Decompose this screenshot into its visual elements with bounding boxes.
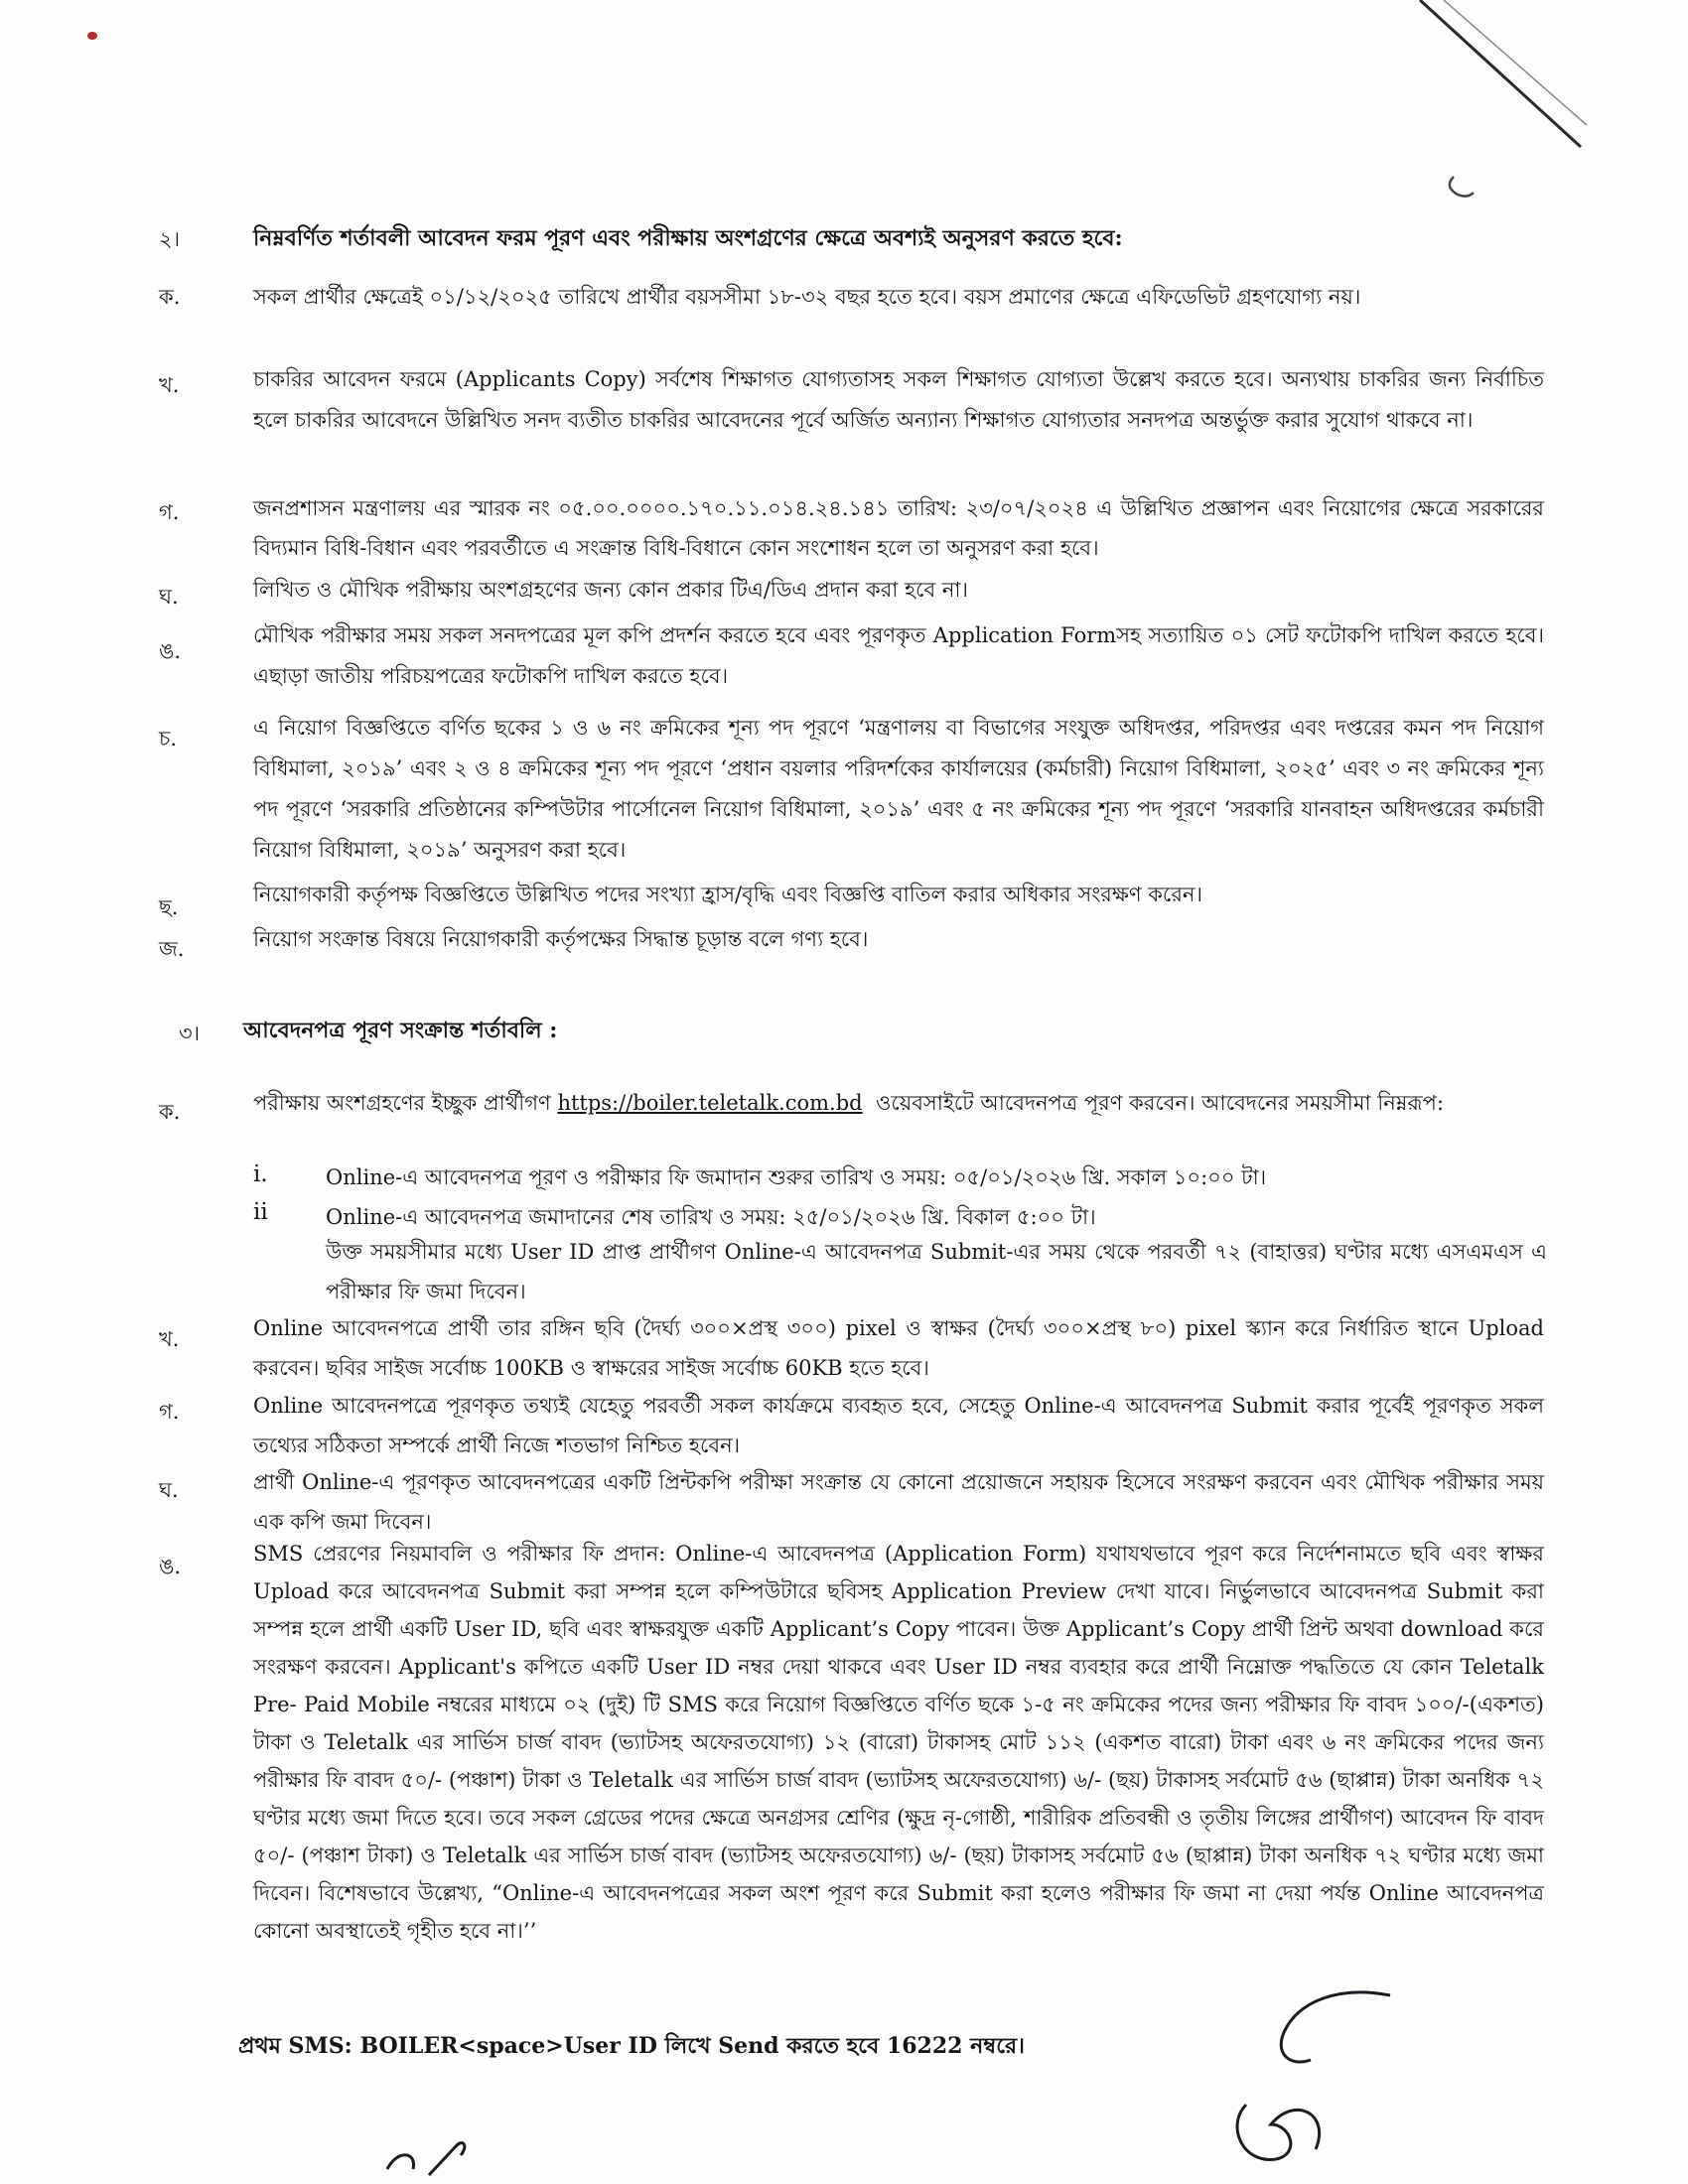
item-3-ka-marker: ক.: [159, 1100, 181, 1124]
item-3-uma-marker: ঙ.: [159, 1555, 182, 1578]
item-2-gha-text: লিখিত ও মৌখিক পরীক্ষায় অংশগ্রহণের জন্য কোন প্রকার টিএ/ডিএ প্রদান করা হবে না।: [253, 578, 968, 602]
section-2-heading: নিম্নবর্ণিত শর্তাবলী আবেদন ফরম পূরণ এবং পরীক্ষায় অংশগ্রণের ক্ষেত্রে অবশ্যই অনুসরণ করতে হবে:: [253, 225, 1123, 251]
section-3-heading: আবেদনপত্র পূরণ সংক্রান্ত শর্তাবলি :: [243, 1018, 558, 1043]
item-3-gha-marker: ঘ.: [159, 1478, 179, 1502]
item-3-kha-marker: খ.: [159, 1327, 180, 1351]
item-2-kha-marker: খ.: [159, 373, 180, 397]
item-3-uma-text: SMS প্রেরণের নিয়মাবলি ও পরীক্ষার ফি প্রদান: Online-এ আবেদনপত্র (Application Form) যথাযথভাবে পূরণ করে নির্দেশনামতে ছবি এবং স্বাক্ষর Upload করে আবেদনপত্র Submit করা সম্পন্ন হলে কম্পিউটারে ছবিসহ Application Preview দেখা যাবে। নির্ভুলভাবে আবেদনপত্র Submit করা সম্পন্ন হলে প্রার্থী একটি User ID, ছবি এবং স্বাক্ষরযুক্ত একটি Applicant’s Copy পাবেন। উক্ত Applicant’s Copy প্রার্থী প্রিন্ট অথবা download করে সংরক্ষণ করবেন। Applicant's কপিতে একটি User ID নম্বর দেয়া থাকবে এবং User ID নম্বর ব্যবহার করে প্রার্থী নিম্নোক্ত পদ্ধতিতে যে কোন Teletalk Pre- Paid Mobile নম্বরের মাধ্যমে ০২ (দুই) টি SMS করে নিয়োগ বিজ্ঞপ্তিতে বর্ণিত ছকে ১-৫ নং ক্রমিকের পদের জন্য পরীক্ষার ফি বাবদ ১০০/-(একশত) টাকা ও Teletalk এর সার্ভিস চার্জ বাবদ (ভ্যাটসহ অফেরতযোগ্য) ১২ (বারো) টাকাসহ মোট ১১২ (একশত বারো) টাকা এবং ৬ নং ক্রমিকের পদের জন্য পরীক্ষার ফি বাবদ ৫০/- (পঞ্চাশ) টাকা ও Teletalk এর সার্ভিস চার্জ বাবদ (ভ্যাটসহ অফেরতযোগ্য) ৬/- (ছয়) টাকাসহ সর্বমোট ৫৬ (ছাপ্পান্ন) টাকা অনধিক ৭২ ঘণ্টার মধ্যে জমা দিতে হবে। তবে সকল গ্রেডের পদের ক্ষেত্রে অনগ্রসর শ্রেণির (ক্ষুদ্র নৃ-গোষ্ঠী, শারীরিক প্রতিবন্ধী ও তৃতীয় লিঙ্গের প্রার্থীগণ) আবেদন ফি বাবদ ৫০/- (পঞ্চাশ টাকা) ও Teletalk এর সার্ভিস চার্জ বাবদ (ভ্যাটসহ অফেরতযোগ্য) ৬/- (ছয়) টাকাসহ সর্বমোট ৫৬ (ছাপ্পান্ন) টাকা অনধিক ৭২ ঘণ্টার মধ্যে জমা দিবেন। বিশেষভাবে উল্লেখ্য, “Online-এ আবেদনপত্রের সকল অংশ পূরণ করে Submit করা হলেও পরীক্ষার ফি জমা না দেয়া পর্যন্ত Online আবেদনপত্র কোনো অবস্থাতেই গৃহীত হবে না।’’: [253, 1542, 1544, 1943]
section-2-number: ২।: [159, 227, 181, 251]
item-2-chha-text: নিয়োগকারী কর্তৃপক্ষ বিজ্ঞপ্তিতে উল্লিখিত পদের সংখ্যা হ্রাস/বৃদ্ধি এবং বিজ্ঞপ্তি বাতিল করার অধিকার সংরক্ষণ করেন।: [253, 883, 1202, 906]
item-3-kha-text: Online আবেদনপত্রে প্রার্থী তার রঙ্গিন ছবি (দৈর্ঘ্য ৩০০×প্রস্থ ৩০০) pixel ও স্বাক্ষর (দৈর্ঘ্য ৩০০×প্রস্থ ৮০) pixel স্ক্যান করে নির্ধারিত স্থানে Upload করবেন। ছবির সাইজ সর্বোচ্চ 100KB ও স্বাক্ষরের সাইজ সর্বোচ্চ 60KB হতে হবে।: [253, 1316, 1544, 1380]
item-2-cha-marker: চ.: [159, 727, 178, 751]
signature-initial-bottom: [377, 2139, 536, 2184]
subitem-ii-marker: ii: [253, 1199, 268, 1225]
signature-initial-right: [1221, 1976, 1638, 2184]
item-2-uma-text: মৌখিক পরীক্ষার সময় সকল সনদপত্রের মূল কপি প্রদর্শন করতে হবে এবং পূরণকৃত Application Formসহ সত্যায়িত ০১ সেট ফটোকপি দাখিল করতে হবে। এছাড়া জাতীয় পরিচয়পত্রের ফটোকপি দাখিল করতে হবে।: [253, 623, 1544, 688]
item-2-ka-text: সকল প্রার্থীর ক্ষেত্রেই ০১/১২/২০২৫ তারিখে প্রার্থীর বয়সসীমা ১৮-৩২ বছর হতে হবে। বয়স প্রমাণের ক্ষেত্রে এফিডেভিট গ্রহণযোগ্য নয়।: [253, 285, 1361, 309]
item-3-ga-marker: গ.: [159, 1400, 180, 1424]
item-2-kha-text: চাকরির আবেদন ফরমে (Applicants Copy) সর্বশেষ শিক্ষাগত যোগ্যতাসহ সকল শিক্ষাগত যোগ্যতা উল্লেখ করতে হবে। অন্যথায় চাকরির জন্য নির্বাচিত হলে চাকরির আবেদনে উল্লিখিত সনদ ব্যতীত চাকরির আবেদনের পূর্বে অর্জিত অন্যান্য শিক্ষাগত যোগ্যতার সনদপত্র অন্তর্ভুক্ত করার সুযোগ থাকবে না।: [253, 367, 1544, 432]
scan-corner-fold: [0, 0, 1688, 258]
item-2-ja-text: নিয়োগ সংক্রান্ত বিষয়ে নিয়োগকারী কর্তৃপক্ষের সিদ্ধান্ত চূড়ান্ত বলে গণ্য হবে।: [253, 927, 869, 951]
red-ink-dot: [87, 32, 97, 40]
application-website-link[interactable]: https://boiler.teletalk.com.bd: [557, 1091, 863, 1115]
item-2-ja-marker: জ.: [159, 937, 185, 961]
item-3-ga-text: Online আবেদনপত্রে পূরণকৃত তথ্যই যেহেতু পরবর্তী সকল কার্যক্রমে ব্যবহৃত হবে, সেহেতু Online-এ আবেদনপত্র Submit করার পূর্বেই পূরণকৃত সকল তথ্যের সঠিকতা সম্পর্কে প্রার্থী নিজে শতভাগ নিশ্চিত হবেন।: [253, 1394, 1544, 1457]
item-2-cha-text: এ নিয়োগ বিজ্ঞপ্তিতে বর্ণিত ছকের ১ ও ৬ নং ক্রমিকের শূন্য পদ পূরণে ‘মন্ত্রণালয় বা বিভাগের সংযুক্ত অধিদপ্তর, পরিদপ্তর এবং দপ্তরের কমন পদ নিয়োগ বিধিমালা, ২০১৯’ এবং ২ ও ৪ ক্রমিকের শূন্য পদ পূরণে ‘প্রধান বয়লার পরিদর্শকের কার্যালয়ের (কর্মচারী) নিয়োগ বিধিমালা, ২০২৫’ এবং ৩ নং ক্রমিকের শূন্য পদ পূরণে ‘সরকারি প্রতিষ্ঠানের কম্পিউটার পার্সোনেল নিয়োগ বিধিমালা, ২০১৯’ এবং ৫ নং ক্রমিকের শূন্য পদ পূরণে ‘সরকারি যানবাহন অধিদপ্তরের কর্মচারী নিয়োগ বিধিমালা, ২০১৯’ অনুসরণ করা হবে।: [253, 716, 1544, 862]
item-3-ka-text: [253, 1083, 1544, 1124]
item-2-ga-marker: গ.: [159, 500, 180, 524]
submission-window-note: উক্ত সময়সীমার মধ্যে User ID প্রাপ্ত প্রার্থীগণ Online-এ আবেদনপত্র Submit-এর সময় থেকে পরবর্তী ৭২ (বাহাত্তর) ঘণ্টার মধ্যে এসএমএস এ পরীক্ষার ফি জমা দিবেন।: [326, 1240, 1547, 1303]
item-2-chha-marker: ছ.: [159, 895, 179, 919]
subitem-i-text: Online-এ আবেদনপত্র পূরণ ও পরীক্ষার ফি জমাদান শুরুর তারিখ ও সময়: ০৫/০১/২০২৬ খ্রি. সকাল ১০:০০ টা।: [326, 1165, 1267, 1189]
item-2-gha-marker: ঘ.: [159, 585, 179, 609]
subitem-ii-text: Online-এ আবেদনপত্র জমাদানের শেষ তারিখ ও সময়: ২৫/০১/২০২৬ খ্রি. বিকাল ৫:০০ টা।: [326, 1205, 1096, 1229]
section-3-number: ৩।: [179, 1022, 201, 1045]
item-2-uma-marker: ঙ.: [159, 639, 182, 663]
item-3-ka-continuation: ওয়েবসাইটে আবেদনপত্র পূরণ করবেন। আবেদনের সময়সীমা নিম্নরূপ:: [875, 1091, 1445, 1115]
item-3-gha-text: প্রার্থী Online-এ পূরণকৃত আবেদনপত্রের একটি প্রিন্টকপি পরীক্ষা সংক্রান্ত যে কোনো প্রয়োজনে সহায়ক হিসেবে সংরক্ষণ করবেন এবং মৌখিক পরীক্ষার সময় এক কপি জমা দিবেন।: [253, 1470, 1544, 1534]
first-sms-instruction: প্রথম SMS: BOILER<space>User ID লিখে Send করতে হবে 16222 নম্বরে।: [238, 2033, 1026, 2059]
item-2-ka-marker: ক.: [159, 285, 181, 309]
item-2-ga-text: জনপ্রশাসন মন্ত্রণালয় এর স্মারক নং ০৫.০০.০০০০.১৭০.১১.০১৪.২৪.১৪১ তারিখ: ২৩/০৭/২০২৪ এ উল্লিখিত প্রজ্ঞাপন এবং নিয়োগের ক্ষেত্রে সরকারের বিদ্যমান বিধি-বিধান এবং পরবর্তীতে এ সংক্রান্ত বিধি-বিধানে কোন সংশোধন হলে তা অনুসরণ করা হবে।: [253, 496, 1544, 560]
subitem-i-marker: i.: [253, 1161, 268, 1187]
item-3-ka-intro: পরীক্ষায় অংশগ্রহণের ইচ্ছুক প্রার্থীগণ: [253, 1091, 551, 1115]
